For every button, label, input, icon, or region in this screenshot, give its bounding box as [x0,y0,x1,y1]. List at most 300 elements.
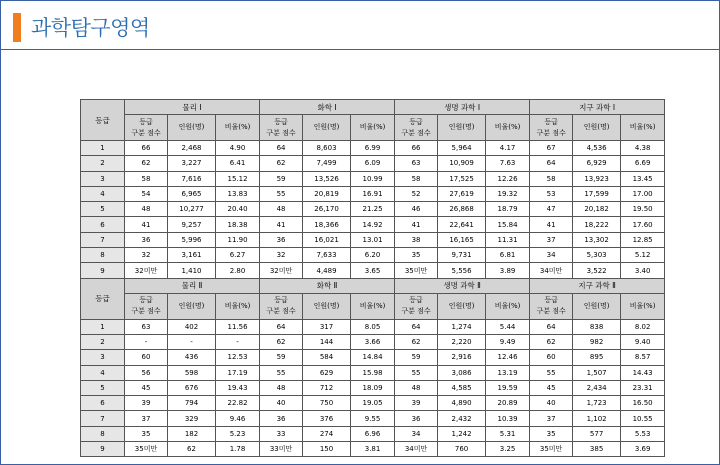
cut-score-cell: 64 [260,141,303,156]
cut-score-header-line2: 구분 점수 [401,128,431,137]
cut-score-cell: 53 [530,186,573,201]
count-cell: 402 [168,319,216,334]
count-cell: 150 [303,442,351,457]
ratio-cell: 5.44 [486,319,530,334]
ratio-header: 비율(%) [486,115,530,141]
cut-score-cell: 59 [395,350,438,365]
ratio-cell: 11.90 [216,232,260,247]
ratio-cell: 3.81 [351,442,395,457]
cut-score-header-line2: 구분 점수 [266,128,296,137]
count-cell: 10,277 [168,202,216,217]
cut-score-cell: 32 [260,248,303,263]
cut-score-cell: 40 [530,396,573,411]
cut-score-header-line1: 등급 [139,296,153,305]
ratio-cell: 3.65 [351,263,395,278]
ratio-cell: 8.02 [621,319,665,334]
ratio-cell: 11.56 [216,319,260,334]
cut-score-header-line2: 구분 점수 [401,307,431,316]
table-row [81,396,665,411]
count-header: 인원(명) [573,293,621,319]
count-cell: 13,526 [303,171,351,186]
count-cell: 4,890 [438,396,486,411]
grade-cell: 2 [81,156,125,171]
cut-score-cell: 56 [125,365,168,380]
cut-score-header-line2: 구분 점수 [536,128,566,137]
ratio-cell: 15.12 [216,171,260,186]
table-row [81,171,665,186]
cut-score-header [530,115,573,141]
cut-score-cell: 48 [260,380,303,395]
cut-score-header-line1: 등급 [544,296,558,305]
count-header: 인원(명) [168,293,216,319]
table-row [81,411,665,426]
count-cell: 16,021 [303,232,351,247]
ratio-cell: 10.39 [486,411,530,426]
count-cell: 16,165 [438,232,486,247]
count-cell: 17,599 [573,186,621,201]
count-cell: 13,923 [573,171,621,186]
ratio-header: 비율(%) [351,293,395,319]
ratio-cell: 19.05 [351,396,395,411]
table-row [81,217,665,232]
cut-score-cell: 36 [125,232,168,247]
grade-cell: 9 [81,263,125,278]
cut-score-cell: 63 [395,156,438,171]
grade-cell: 9 [81,442,125,457]
cut-score-cell: 64 [530,319,573,334]
cut-score-cell: 36 [260,411,303,426]
subject-header: 물리 Ⅰ [125,100,260,115]
ratio-cell: - [216,334,260,349]
cut-score-header-line1: 등급 [274,296,288,305]
ratio-cell: 10.55 [621,411,665,426]
count-cell: 20,819 [303,186,351,201]
grade-cell: 7 [81,232,125,247]
count-cell: 838 [573,319,621,334]
cut-score-cell: 35 [530,426,573,441]
cut-score-cell: 36 [395,411,438,426]
ratio-cell: 8.05 [351,319,395,334]
ratio-cell: 20.40 [216,202,260,217]
cut-score-cell: 35미만 [395,263,438,278]
grade-cell: 2 [81,334,125,349]
ratio-cell: 20.89 [486,396,530,411]
cut-score-cell: 59 [260,350,303,365]
table-row [81,141,665,156]
count-cell: 2,432 [438,411,486,426]
ratio-cell: 12.85 [621,232,665,247]
count-cell: 794 [168,396,216,411]
count-cell: 760 [438,442,486,457]
count-cell: 6,965 [168,186,216,201]
count-cell: 2,220 [438,334,486,349]
count-cell: 27,619 [438,186,486,201]
cut-score-cell: 34 [530,248,573,263]
count-cell: 5,964 [438,141,486,156]
ratio-cell: 12.46 [486,350,530,365]
grade-cell: 4 [81,186,125,201]
cut-score-header [395,293,438,319]
count-cell: 3,227 [168,156,216,171]
ratio-cell: 18.38 [216,217,260,232]
cut-score-header [260,293,303,319]
ratio-cell: 7.63 [486,156,530,171]
ratio-cell: 4.38 [621,141,665,156]
count-cell: 10,909 [438,156,486,171]
grade-column-header: 등급 [81,100,125,141]
count-cell: 1,507 [573,365,621,380]
count-cell: - [168,334,216,349]
count-cell: 5,996 [168,232,216,247]
ratio-header: 비율(%) [621,293,665,319]
count-cell: 5,556 [438,263,486,278]
ratio-cell: 14.84 [351,350,395,365]
cut-score-cell: - [125,334,168,349]
subject-header: 지구 과학 Ⅱ [530,278,665,293]
grade-cell: 3 [81,350,125,365]
ratio-cell: 6.09 [351,156,395,171]
count-header: 인원(명) [168,115,216,141]
ratio-cell: 9.49 [486,334,530,349]
title-divider [1,49,719,50]
ratio-cell: 4.90 [216,141,260,156]
count-cell: 274 [303,426,351,441]
table-row [81,263,665,278]
cut-score-header [530,293,573,319]
ratio-cell: 12.53 [216,350,260,365]
ratio-cell: 15.98 [351,365,395,380]
count-cell: 4,489 [303,263,351,278]
ratio-cell: 6.20 [351,248,395,263]
ratio-cell: 6.41 [216,156,260,171]
cut-score-cell: 62 [125,156,168,171]
grade-cell: 5 [81,380,125,395]
cut-score-cell: 37 [530,232,573,247]
cut-score-cell: 38 [395,232,438,247]
count-cell: 13,302 [573,232,621,247]
cut-score-header-line2: 구분 점수 [536,307,566,316]
cut-score-cell: 60 [125,350,168,365]
cut-score-cell: 45 [530,380,573,395]
count-cell: 317 [303,319,351,334]
table-row [81,319,665,334]
count-cell: 20,182 [573,202,621,217]
cut-score-cell: 62 [260,156,303,171]
count-cell: 3,086 [438,365,486,380]
ratio-cell: 5.31 [486,426,530,441]
cut-score-header-line1: 등급 [409,296,423,305]
grade-cell: 8 [81,248,125,263]
cut-score-cell: 33미만 [260,442,303,457]
subject-header: 지구 과학 Ⅰ [530,100,665,115]
count-cell: 17,525 [438,171,486,186]
ratio-cell: 1.78 [216,442,260,457]
count-cell: 1,723 [573,396,621,411]
cut-score-cell: 67 [530,141,573,156]
table-row [81,442,665,457]
cut-score-cell: 45 [125,380,168,395]
ratio-cell: 19.59 [486,380,530,395]
title-accent-bar [13,13,21,42]
cut-score-cell: 40 [260,396,303,411]
grade-column-header: 등급 [81,278,125,319]
count-cell: 436 [168,350,216,365]
ratio-cell: 3.66 [351,334,395,349]
table-row [81,334,665,349]
count-header: 인원(명) [303,115,351,141]
cut-score-cell: 66 [395,141,438,156]
cut-score-cell: 62 [260,334,303,349]
grade-cell: 1 [81,141,125,156]
subject-header: 화학 Ⅱ [260,278,395,293]
cut-score-cell: 48 [125,202,168,217]
count-cell: 4,585 [438,380,486,395]
cut-score-cell: 32미만 [125,263,168,278]
subject-header: 생명 과학 Ⅰ [395,100,530,115]
count-cell: 144 [303,334,351,349]
count-cell: 577 [573,426,621,441]
ratio-header: 비율(%) [486,293,530,319]
count-cell: 3,161 [168,248,216,263]
ratio-cell: 6.81 [486,248,530,263]
table-row [81,232,665,247]
subject-header: 화학 Ⅰ [260,100,395,115]
ratio-cell: 21.25 [351,202,395,217]
count-cell: 1,102 [573,411,621,426]
column-header-row [81,115,665,141]
ratio-cell: 13.45 [621,171,665,186]
grade-cell: 8 [81,426,125,441]
table-row [81,202,665,217]
count-cell: 7,616 [168,171,216,186]
subject-header: 물리 Ⅱ [125,278,260,293]
cut-score-cell: 41 [530,217,573,232]
cut-score-header-line2: 구분 점수 [266,307,296,316]
cut-score-cell: 47 [530,202,573,217]
count-cell: 2,468 [168,141,216,156]
ratio-cell: 18.09 [351,380,395,395]
count-cell: 712 [303,380,351,395]
ratio-cell: 14.92 [351,217,395,232]
column-header-row [81,293,665,319]
cut-score-cell: 46 [395,202,438,217]
count-cell: 1,274 [438,319,486,334]
cut-score-cell: 35미만 [530,442,573,457]
cut-score-cell: 41 [125,217,168,232]
count-cell: 2,434 [573,380,621,395]
cut-score-cell: 37 [125,411,168,426]
ratio-cell: 16.91 [351,186,395,201]
cut-score-header [125,115,168,141]
count-cell: 4,536 [573,141,621,156]
count-cell: 7,633 [303,248,351,263]
count-cell: 2,916 [438,350,486,365]
ratio-cell: 13.19 [486,365,530,380]
ratio-cell: 6.69 [621,156,665,171]
count-cell: 26,868 [438,202,486,217]
table-row [81,365,665,380]
ratio-header: 비율(%) [351,115,395,141]
cut-score-cell: 33 [260,426,303,441]
cut-score-cell: 64 [530,156,573,171]
cut-score-cell: 35미만 [125,442,168,457]
ratio-cell: 13.01 [351,232,395,247]
cut-score-header-line2: 구분 점수 [131,128,161,137]
cut-score-cell: 55 [260,186,303,201]
ratio-cell: 3.69 [621,442,665,457]
count-header: 인원(명) [573,115,621,141]
cut-score-cell: 32미만 [260,263,303,278]
count-cell: 598 [168,365,216,380]
count-cell: 982 [573,334,621,349]
grade-cut-table [80,99,665,457]
ratio-cell: 17.19 [216,365,260,380]
count-header: 인원(명) [438,115,486,141]
ratio-cell: 5.12 [621,248,665,263]
ratio-cell: 11.31 [486,232,530,247]
count-cell: 629 [303,365,351,380]
count-cell: 62 [168,442,216,457]
count-cell: 182 [168,426,216,441]
cut-score-cell: 48 [395,380,438,395]
table-row [81,156,665,171]
cut-score-header [260,115,303,141]
count-cell: 9,731 [438,248,486,263]
table-row [81,248,665,263]
grade-cell: 1 [81,319,125,334]
cut-score-cell: 64 [395,319,438,334]
ratio-cell: 19.32 [486,186,530,201]
cut-score-header-line1: 등급 [544,117,558,126]
count-cell: 6,929 [573,156,621,171]
cut-score-cell: 58 [395,171,438,186]
grade-cell: 6 [81,217,125,232]
cut-score-cell: 39 [395,396,438,411]
cut-score-cell: 60 [530,350,573,365]
cut-score-header [125,293,168,319]
cut-score-cell: 35 [395,248,438,263]
count-cell: 329 [168,411,216,426]
count-cell: 750 [303,396,351,411]
subject-header-row [81,100,665,115]
ratio-header: 비율(%) [216,293,260,319]
count-cell: 3,522 [573,263,621,278]
ratio-cell: 5.23 [216,426,260,441]
cut-score-cell: 58 [530,171,573,186]
ratio-cell: 5.53 [621,426,665,441]
cut-score-cell: 35 [125,426,168,441]
cut-score-header-line1: 등급 [139,117,153,126]
count-cell: 1,242 [438,426,486,441]
cut-score-cell: 63 [125,319,168,334]
count-cell: 385 [573,442,621,457]
ratio-header: 비율(%) [621,115,665,141]
ratio-cell: 16.50 [621,396,665,411]
cut-score-cell: 41 [260,217,303,232]
ratio-cell: 12.26 [486,171,530,186]
ratio-cell: 9.46 [216,411,260,426]
cut-score-cell: 34미만 [395,442,438,457]
ratio-cell: 13.83 [216,186,260,201]
cut-score-cell: 39 [125,396,168,411]
cut-score-cell: 32 [125,248,168,263]
ratio-cell: 3.40 [621,263,665,278]
cut-score-cell: 36 [260,232,303,247]
ratio-cell: 6.27 [216,248,260,263]
cut-score-cell: 55 [530,365,573,380]
subject-header: 생명 과학 Ⅱ [395,278,530,293]
count-cell: 18,366 [303,217,351,232]
count-cell: 895 [573,350,621,365]
ratio-cell: 17.00 [621,186,665,201]
cut-score-header-line2: 구분 점수 [131,307,161,316]
ratio-cell: 23.31 [621,380,665,395]
count-cell: 26,170 [303,202,351,217]
cut-score-cell: 54 [125,186,168,201]
ratio-cell: 8.57 [621,350,665,365]
ratio-cell: 19.43 [216,380,260,395]
count-cell: 676 [168,380,216,395]
cut-score-cell: 48 [260,202,303,217]
cut-score-cell: 58 [125,171,168,186]
grade-cell: 4 [81,365,125,380]
ratio-cell: 6.99 [351,141,395,156]
grade-cell: 3 [81,171,125,186]
table-row [81,186,665,201]
cut-score-cell: 41 [395,217,438,232]
count-header: 인원(명) [303,293,351,319]
count-cell: 9,257 [168,217,216,232]
cut-score-header-line1: 등급 [409,117,423,126]
cut-score-cell: 37 [530,411,573,426]
count-cell: 1,410 [168,263,216,278]
count-cell: 376 [303,411,351,426]
table-row [81,380,665,395]
ratio-cell: 22.82 [216,396,260,411]
ratio-cell: 19.50 [621,202,665,217]
grade-cell: 6 [81,396,125,411]
ratio-cell: 3.89 [486,263,530,278]
cut-score-header-line1: 등급 [274,117,288,126]
cut-score-cell: 62 [530,334,573,349]
ratio-header: 비율(%) [216,115,260,141]
ratio-cell: 2.80 [216,263,260,278]
grade-cell: 5 [81,202,125,217]
cut-score-header [395,115,438,141]
grade-cell: 7 [81,411,125,426]
page-title: 과학탐구영역 [31,16,150,40]
ratio-cell: 9.40 [621,334,665,349]
cut-score-cell: 55 [395,365,438,380]
ratio-cell: 17.60 [621,217,665,232]
cut-score-cell: 34 [395,426,438,441]
table-row [81,426,665,441]
cut-score-cell: 52 [395,186,438,201]
title-bar [13,12,150,42]
ratio-cell: 6.96 [351,426,395,441]
count-cell: 22,641 [438,217,486,232]
ratio-cell: 10.99 [351,171,395,186]
ratio-cell: 3.25 [486,442,530,457]
table-row [81,350,665,365]
cut-score-cell: 55 [260,365,303,380]
ratio-cell: 15.84 [486,217,530,232]
ratio-cell: 14.43 [621,365,665,380]
count-header: 인원(명) [438,293,486,319]
count-cell: 7,499 [303,156,351,171]
cut-score-cell: 34미만 [530,263,573,278]
cut-score-cell: 64 [260,319,303,334]
